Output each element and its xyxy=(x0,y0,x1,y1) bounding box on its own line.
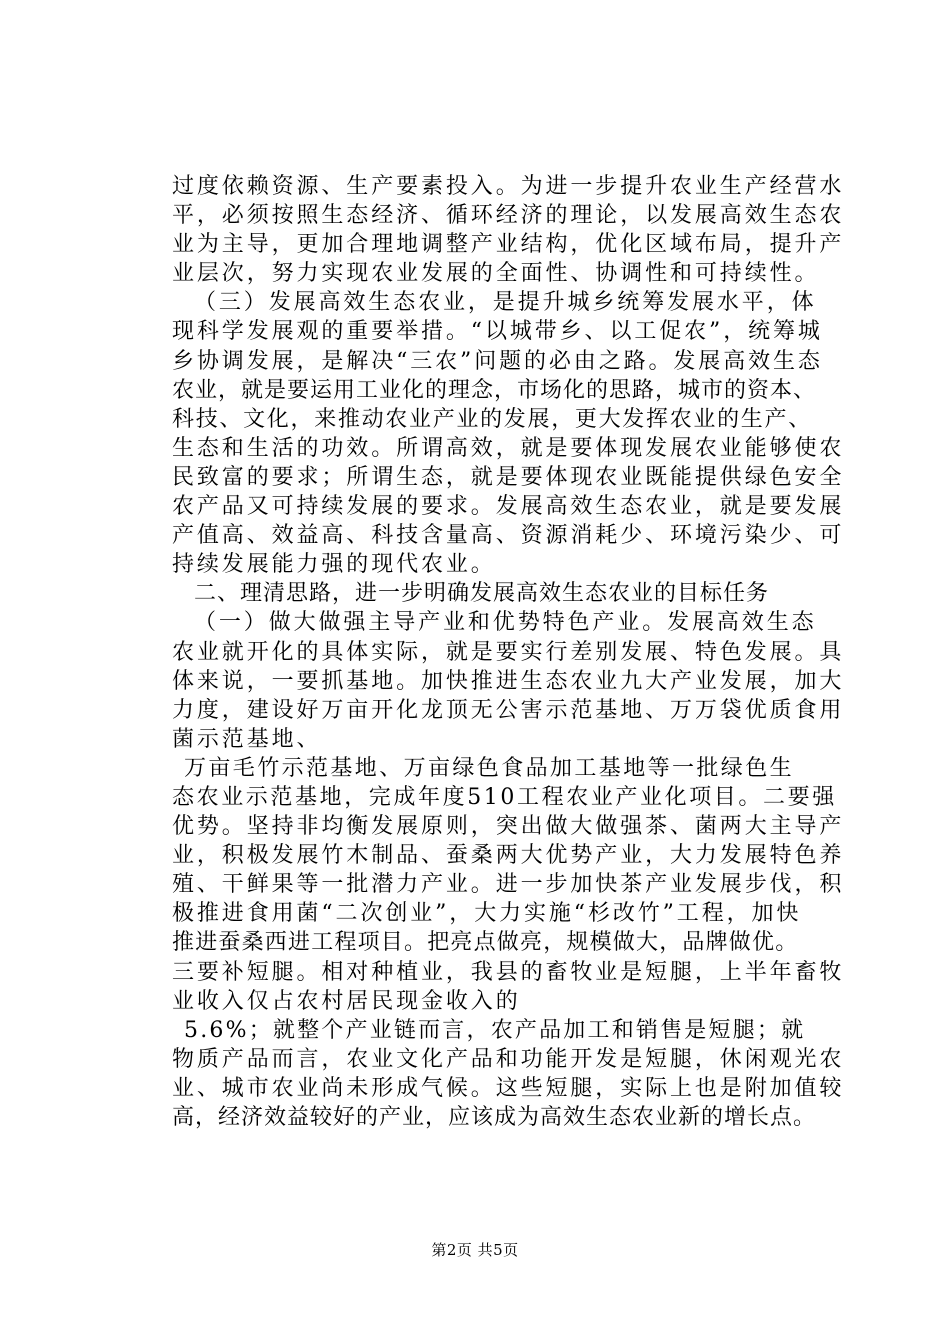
text-line: 产值高、效益高、科技含量高、资源消耗少、环境污染少、可 xyxy=(172,523,845,549)
text-line: 农业就开化的具体实际，就是要实行差别发展、特色发展。具 xyxy=(172,639,845,665)
text-line: 业，积极发展竹木制品、蚕桑两大优势产业，大力发展特色养 xyxy=(172,843,845,869)
text-line: 高，经济效益较好的产业，应该成为高效生态农业新的增长点。 xyxy=(172,1105,817,1130)
text-line: 态农业示范基地，完成年度510工程农业产业化项目。二要强 xyxy=(172,784,837,810)
text-line: （一）做大做强主导产业和优势特色产业。发展高效生态 xyxy=(194,610,817,636)
text-line: 乡协调发展，是解决“三农”问题的必由之路。发展高效生态 xyxy=(172,348,823,374)
text-line: 优势。坚持非均衡发展原则，突出做大做强茶、菌两大主导产 xyxy=(172,814,845,840)
text-line: 民致富的要求；所谓生态，就是要体现农业既能提供绿色安全 xyxy=(172,464,845,490)
text-line: 万亩毛竹示范基地、万亩绿色食品加工基地等一批绿色生 xyxy=(184,755,795,781)
text-line: 业层次，努力实现农业发展的全面性、协调性和可持续性。 xyxy=(172,261,820,287)
section-heading: 二、理清思路，进一步明确发展高效生态农业的目标任务 xyxy=(194,581,770,607)
text-line: 过度依赖资源、生产要素投入。为进一步提升农业生产经营水 xyxy=(172,174,845,199)
text-line: 平，必须按照生态经济、循环经济的理论，以发展高效生态农 xyxy=(172,203,845,229)
text-line: 物质产品而言，农业文化产品和功能开发是短腿，休闲观光农 xyxy=(172,1046,845,1072)
text-line: 极推进食用菌“二次创业”，大力实施“杉改竹”工程，加快 xyxy=(172,901,802,927)
text-line: 持续发展能力强的现代农业。 xyxy=(172,552,496,578)
text-line: 三要补短腿。相对种植业，我县的畜牧业是短腿，上半年畜牧 xyxy=(172,959,845,985)
body-text xyxy=(172,172,852,1132)
text-line: 推进蚕桑西进工程项目。把亮点做亮，规模做大，品牌做优。 xyxy=(172,930,799,956)
text-line: 力度，建设好万亩开化龙顶无公害示范基地、万万袋优质食用 xyxy=(172,697,845,723)
text-line: 生态和生活的功效。所谓高效，就是要体现发展农业能够使农 xyxy=(172,435,845,461)
text-line: 体来说，一要抓基地。加快推进生态农业九大产业发展，加大 xyxy=(172,668,845,694)
text-line: 农产品又可持续发展的要求。发展高效生态农业，就是要发展 xyxy=(172,494,845,520)
text-line: 业、城市农业尚未形成气候。这些短腿，实际上也是附加值较 xyxy=(172,1075,845,1101)
text-line: 业为主导，更加合理地调整产业结构，优化区域布局，提升产 xyxy=(172,232,845,258)
page-number-footer: 第2页 共5页 xyxy=(431,1241,519,1259)
text-line: 业收入仅占农村居民现金收入的 xyxy=(172,988,521,1014)
text-line: （三）发展高效生态农业，是提升城乡统筹发展水平，体 xyxy=(194,290,817,316)
text-line: 5.6%；就整个产业链而言，农产品加工和销售是短腿；就 xyxy=(184,1017,806,1043)
text-line: 菌示范基地、 xyxy=(172,726,322,752)
text-line: 现科学发展观的重要举措。“以城带乡、以工促农”，统筹城 xyxy=(172,319,823,345)
text-line: 殖、干鲜果等一批潜力产业。进一步加快茶产业发展步伐，积 xyxy=(172,872,845,898)
text-line: 科技、文化，来推动农业产业的发展，更大发挥农业的生产、 xyxy=(172,406,812,432)
text-line: 农业，就是要运用工业化的理念，市场化的思路，城市的资本、 xyxy=(172,377,817,403)
